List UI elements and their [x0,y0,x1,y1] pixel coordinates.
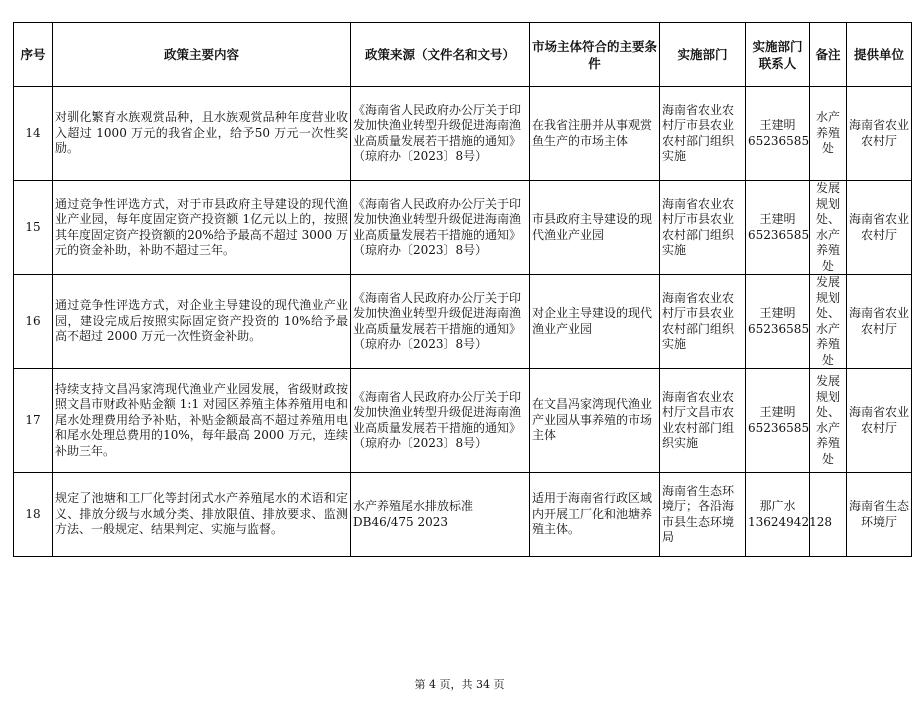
row-content: 持续支持文昌冯家湾现代渔业产业园发展，省级财政按照文昌市财政补贴金额 1:1 对园区养殖主体养殖用电和尾水处理费用给予补贴，补贴金额最高不超过养殖用电和尾水处理总费用的10%，每年最高 2000 万元，连续补助三年。 [53,369,351,473]
row-source: 《海南省人民政府办公厅关于印发加快渔业转型升级促进海南渔业高质量发展若干措施的通知》（琼府办〔2023〕8号） [351,87,530,181]
row-remark: 水产养殖处 [810,87,847,181]
header-no: 序号 [14,23,53,87]
row-content: 规定了池塘和工厂化等封闭式水产养殖尾水的术语和定义、排放分级与水域分类、排放限值、排放要求、监测方法、一般规定、结果判定、实施与监督。 [53,473,351,557]
header-remark: 备注 [810,23,847,87]
table-row [14,369,912,473]
header-contact: 实施部门联系人 [746,23,810,87]
row-department: 海南省农业农村厅市县农业农村部门组织实施 [660,87,746,181]
row-no: 16 [14,275,53,369]
header-conditions: 市场主体符合的主要条件 [530,23,660,87]
row-source: 《海南省人民政府办公厅关于印发加快渔业转型升级促进海南渔业高质量发展若干措施的通知》（琼府办〔2023〕8号） [351,181,530,275]
policy-table [13,22,912,557]
table-row [14,473,912,557]
row-remark: 发展规划处、水产养殖处 [810,181,847,275]
header-source: 政策来源（文件名和文号） [351,23,530,87]
row-source: 水产养殖尾水排放标准DB46/475 2023 [351,473,530,557]
row-no: 15 [14,181,53,275]
row-provider: 海南省生态环境厅 [847,473,912,557]
row-no: 18 [14,473,53,557]
row-provider: 海南省农业农村厅 [847,181,912,275]
row-remark: 发展规划处、水产养殖处 [810,275,847,369]
row-department: 海南省生态环境厅；各沿海市县生态环境局 [660,473,746,557]
row-contact: 王建明 65236585 [746,87,810,181]
row-conditions: 在文昌冯家湾现代渔业产业园从事养殖的市场主体 [530,369,660,473]
row-no: 14 [14,87,53,181]
row-source: 《海南省人民政府办公厅关于印发加快渔业转型升级促进海南渔业高质量发展若干措施的通知》（琼府办〔2023〕8号） [351,275,530,369]
row-conditions: 适用于海南省行政区域内开展工厂化和池塘养殖主体。 [530,473,660,557]
row-content: 对驯化繁育水族观赏品种，且水族观赏品种年度营业收入超过 1000 万元的我省企业，给予50 万元一次性奖励。 [53,87,351,181]
row-contact: 王建明 65236585 [746,181,810,275]
header-department: 实施部门 [660,23,746,87]
page-footer [0,676,919,692]
page-number: 第 4 页，共 34 页 [414,678,505,691]
header-provider: 提供单位 [847,23,912,87]
row-provider: 海南省农业农村厅 [847,369,912,473]
row-contact: 那广水 13624942128 [746,473,810,557]
row-contact: 王建明 65236585 [746,369,810,473]
row-conditions: 市县政府主导建设的现代渔业产业园 [530,181,660,275]
row-content: 通过竞争性评选方式，对企业主导建设的现代渔业产业园，建设完成后按照实际固定资产投资的 10%给予最高不超过 2000 万元一次性资金补助。 [53,275,351,369]
row-remark: 发展规划处、水产养殖处 [810,369,847,473]
row-provider: 海南省农业农村厅 [847,87,912,181]
header-content: 政策主要内容 [53,23,351,87]
row-no: 17 [14,369,53,473]
row-content: 通过竞争性评选方式，对于市县政府主导建设的现代渔业产业园，每年度固定资产投资额 1亿元以上的，按照其年度固定资产投资额的20%给予最高不超过 3000 万元的资金补助，补助不超过三年。 [53,181,351,275]
row-conditions: 在我省注册并从事观赏鱼生产的市场主体 [530,87,660,181]
row-department: 海南省农业农村厅文昌市农业农村部门组织实施 [660,369,746,473]
table-row [14,87,912,181]
row-contact: 王建明 65236585 [746,275,810,369]
row-department: 海南省农业农村厅市县农业农村部门组织实施 [660,181,746,275]
table-row [14,181,912,275]
row-source: 《海南省人民政府办公厅关于印发加快渔业转型升级促进海南渔业高质量发展若干措施的通知》（琼府办〔2023〕8号） [351,369,530,473]
row-provider: 海南省农业农村厅 [847,275,912,369]
row-conditions: 对企业主导建设的现代渔业产业园 [530,275,660,369]
table-row [14,275,912,369]
header-row [14,23,912,87]
row-department: 海南省农业农村厅市县农业农村部门组织实施 [660,275,746,369]
